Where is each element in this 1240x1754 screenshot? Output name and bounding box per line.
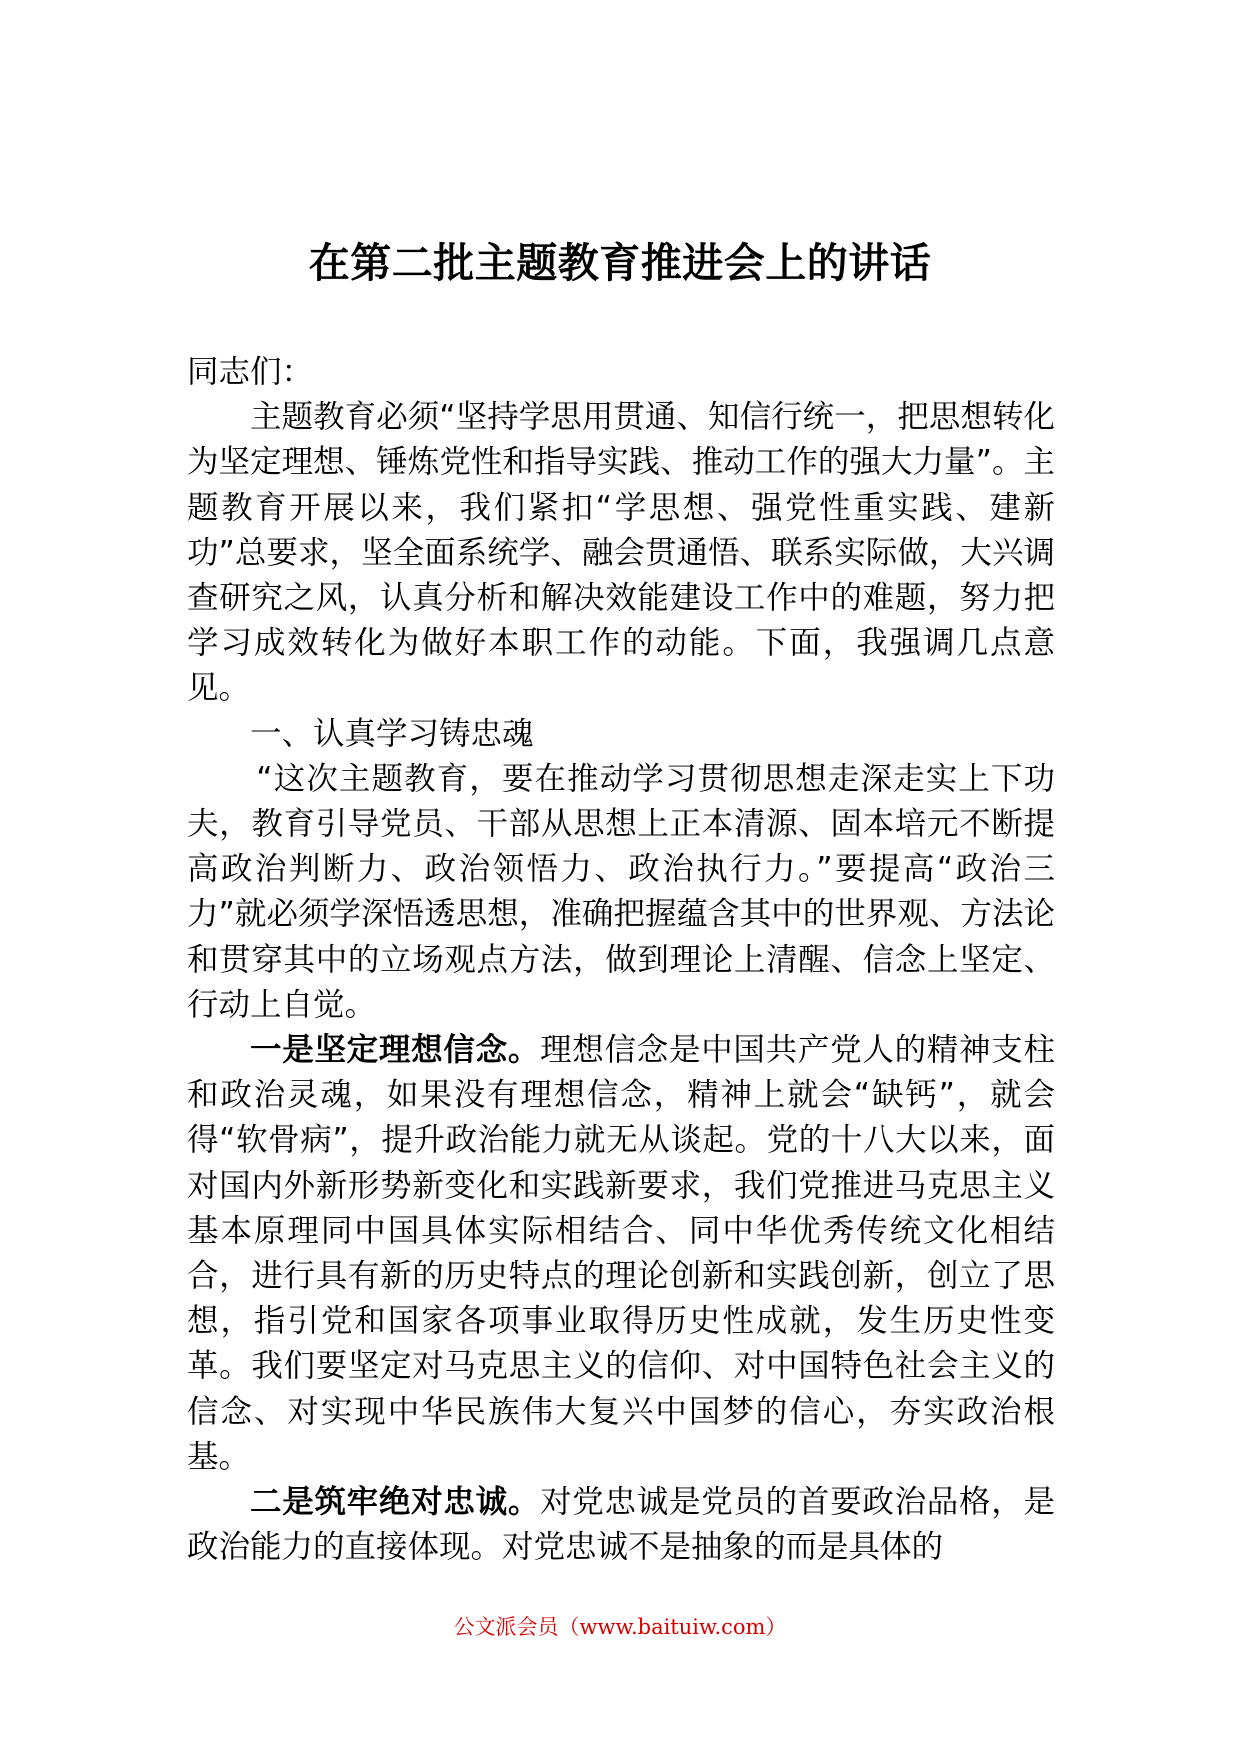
salutation: 同志们： xyxy=(187,354,314,390)
footer-watermark: 公文派会员（www.baituiw.com） xyxy=(453,1615,787,1639)
point-1-text: 理想信念是中国共产党人的精神支柱和政治灵魂，如果没有理想信念，精神上就会“缺钙”，就会得“软骨病”，提升政治能力就无从谈起。党的十八大以来，面对国内外新形势新变化和实践新要求，我们党推进马克思主义基本原理同中国具体实际相结合、同中华优秀传统文化相结合，进行具有新的历史特点的理论创新和实践创新，创立了思想，指引党和国家各项事业取得历史性成就，发生历史性变革。我们要坚定对马克思主义的信仰、对中国特色社会主义的信念、对实现中华民族伟大复兴中国梦的信心，夯实政治根基。 xyxy=(187,1032,1055,1475)
intro-paragraph: 主题教育必须“坚持学思用贯通、知信行统一，把思想转化为坚定理想、锤炼党性和指导实践、推动工作的强大力量”。主题教育开展以来，我们紧扣“学思想、强党性重实践、建新功”总要求，坚全面系统学、融会贯通悟、联系实际做，大兴调查研究之风，认真分析和解决效能建设工作中的难题，努力把学习成效转化为做好本职工作的动能。下面，我强调几点意见。 xyxy=(187,399,1055,707)
section-heading-1: 一、认真学习铸忠魂 xyxy=(250,715,534,752)
point-2-paragraph xyxy=(187,1480,1055,1570)
document-title: 在第二批主题教育推进会上的讲话 xyxy=(308,239,932,288)
point-2-lead: 二是筑牢绝对忠诚。 xyxy=(250,1484,541,1521)
point-1-paragraph xyxy=(187,1028,1055,1480)
document-body xyxy=(187,350,1055,1570)
point-1-lead: 一是坚定理想信念。 xyxy=(250,1032,541,1069)
section-1-quote-paragraph: “这次主题教育，要在推动学习贯彻思想走深走实上下功夫，教育引导党员、干部从思想上正本清源、固本培元不断提高政治判断力、政治领悟力、政治执行力。”要提高“政治三力”就必须学深悟透思想，准确把握蕴含其中的世界观、方法论和贯穿其中的立场观点方法，做到理论上清醒、信念上坚定、行动上自觉。 xyxy=(187,760,1055,1023)
point-2-text: 对党忠诚是党员的首要政治品格，是政治能力的直接体现。对党忠诚不是抽象的而是具体的 xyxy=(187,1484,1055,1566)
